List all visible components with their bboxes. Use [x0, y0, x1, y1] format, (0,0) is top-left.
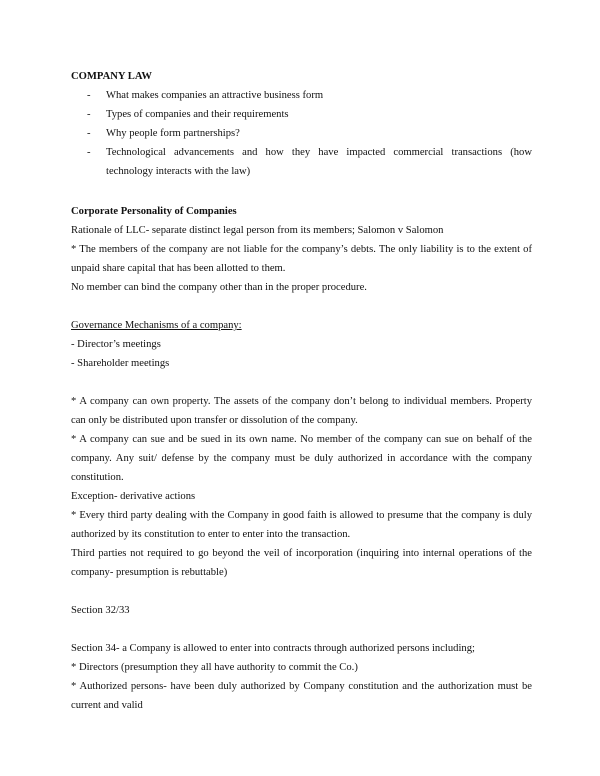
spacer [71, 181, 532, 202]
topic-text: Why people form partnerships? [106, 128, 240, 139]
rationale-text: Rationale of LLC- separate distinct legal person from its members; Salomon v Salomon [71, 225, 444, 236]
third-parties-not-required-text: Third parties not required to go beyond the veil of incorporation (inquiring into internal operations of the company- presumption is rebuttable) [71, 548, 532, 578]
topic-text: What makes companies an attractive business form [106, 90, 324, 101]
members-liability-text: * The members of the company are not liable for the company’s debts. The only liability is to the extent of unpaid share capital that has been allotted to them. [71, 244, 532, 274]
dash-marker: - [87, 147, 91, 158]
document-title: COMPANY LAW [71, 71, 152, 82]
dash-marker: - [87, 90, 91, 101]
topic-item [71, 86, 532, 105]
exception-text: Exception- derivative actions [71, 491, 196, 502]
dash-marker: - [87, 128, 91, 139]
topic-item [71, 143, 532, 181]
corporate-heading: Corporate Personality of Companies [71, 206, 237, 217]
section-34-text: Section 34- a Company is allowed to enter into contracts through authorized persons including; [71, 643, 475, 654]
spacer [71, 373, 532, 392]
spacer [71, 297, 532, 316]
governance-item: - Director’s meetings [71, 339, 161, 350]
topic-item [71, 105, 532, 124]
topic-text: Technological advancements and how they have impacted commercial transactions (how technology interacts with the law) [106, 147, 532, 177]
topic-item [71, 124, 532, 143]
sue-text: * A company can sue and be sued in its own name. No member of the company can sue on behalf of the company. Any suit/ defense by the company must be duly authorized in accordance with the company constitution. [71, 434, 532, 483]
document-content [71, 67, 532, 715]
topic-text: Types of companies and their requirements [106, 109, 289, 120]
governance-heading: Governance Mechanisms of a company: [71, 320, 242, 331]
spacer [71, 620, 532, 639]
governance-item: - Shareholder meetings [71, 358, 170, 369]
property-text: * A company can own property. The assets of the company don’t belong to individual members. Property can only be distributed upon transfer or dissolution of the company. [71, 396, 532, 426]
section-32-33: Section 32/33 [71, 605, 130, 616]
no-member-text: No member can bind the company other than in the proper procedure. [71, 282, 367, 293]
authorized-persons-text: * Authorized persons- have been duly authorized by Company constitution and the authorization must be current and valid [71, 681, 532, 711]
directors-text: * Directors (presumption they all have authority to commit the Co.) [71, 662, 358, 673]
spacer [71, 582, 532, 601]
topic-list [71, 86, 532, 181]
third-party-text: * Every third party dealing with the Company in good faith is allowed to presume that the company is duly authorized by its constitution to enter to enter into the transaction. [71, 510, 532, 540]
dash-marker: - [87, 109, 91, 120]
